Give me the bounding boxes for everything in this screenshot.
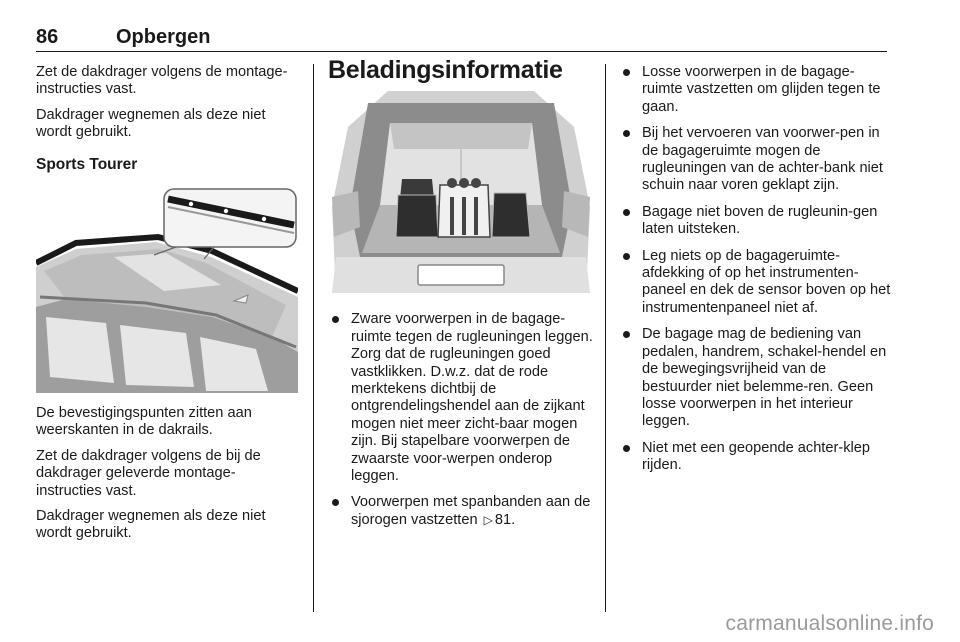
subheading: Sports Tourer	[36, 155, 138, 173]
loading-tips-list	[619, 64, 891, 475]
list-item	[619, 248, 891, 318]
header-rule	[36, 51, 887, 52]
cargo-area-illustration	[328, 87, 594, 293]
list-item	[328, 311, 598, 485]
list-item	[619, 64, 891, 116]
paragraph: Dakdrager wegnemen als deze niet wordt gebruikt.	[36, 106, 266, 141]
column-left	[36, 64, 298, 551]
watermark: carmanualsonline.info	[725, 612, 934, 635]
list-item-text: Zware voorwerpen in de bagage-ruimte tegen de rugleuningen leggen. Zorg dat de rugleuningen goed vastklikken. D.w.z. dat de rode merktekens dichtbij de ontgrendelingshendel aan de zijkant mogen niet meer zicht-baar mogen zijn. Bij stapelbare voorwerpen de zwaarste voor-werpen onderop leggen.	[351, 311, 593, 485]
list-item-text: Leg niets op de bagageruimte-afdekking of op het instrumenten-paneel en dek de sensor boven op het instrumentenpaneel niet af.	[642, 247, 891, 316]
chapter-title: Opbergen	[116, 26, 211, 48]
list-item-text: Voorwerpen met spanbanden aan de sjorogen vastzetten	[351, 494, 591, 528]
list-item-text: Bij het vervoeren van voorwer-pen in de bagageruimte mogen de rugleuningen van de achter-bank niet schuin naar voren geklapt zijn.	[642, 125, 883, 194]
page-header	[36, 26, 887, 50]
bullet-dot	[623, 130, 630, 137]
paragraph: Dakdrager wegnemen als deze niet wordt gebruikt.	[36, 508, 266, 542]
list-item	[619, 204, 891, 239]
paragraph: Zet de dakdrager volgens de bij de dakdrager geleverde montage-instructies vast.	[36, 447, 261, 499]
column-divider	[605, 64, 606, 612]
list-item	[619, 440, 891, 475]
list-item	[619, 326, 891, 430]
column-right	[619, 64, 891, 484]
bullet-dot	[623, 253, 630, 260]
page-reference[interactable]: 81.	[494, 511, 516, 528]
list-item-text: Niet met een geopende achter-klep rijden.	[642, 439, 870, 474]
bullet-dot	[332, 316, 339, 323]
list-item-text: De bagage mag de bediening van pedalen, handrem, schakel-hendel en de bewegingsvrijheid van de bestuurder niet belemme-ren. Geen losse voorwerpen in het interieur leggen.	[642, 326, 887, 430]
list-item-text: Losse voorwerpen in de bagage-ruimte vastzetten om glijden tegen te gaan.	[642, 64, 881, 115]
roof-rail-illustration	[36, 187, 298, 393]
bullet-dot	[623, 69, 630, 76]
list-item	[328, 494, 598, 529]
paragraph: Zet de dakdrager volgens de montage-instructies vast.	[36, 64, 288, 98]
column-middle	[328, 56, 598, 538]
section-title: Beladingsinformatie	[328, 56, 563, 84]
bullet-dot	[623, 331, 630, 338]
bullet-dot	[623, 445, 630, 452]
bullet-dot	[332, 499, 339, 506]
bullet-dot	[623, 209, 630, 216]
paragraph: De bevestigingspunten zitten aan weerskanten in de dakrails.	[36, 405, 252, 439]
list-item-text: Bagage niet boven de rugleunin-gen laten uitsteken.	[642, 203, 878, 238]
column-divider	[313, 64, 314, 612]
page-ref-icon: ▷	[483, 512, 493, 527]
cargo-bullet-list	[328, 311, 598, 529]
list-item	[619, 125, 891, 195]
page-number: 86	[36, 26, 59, 48]
